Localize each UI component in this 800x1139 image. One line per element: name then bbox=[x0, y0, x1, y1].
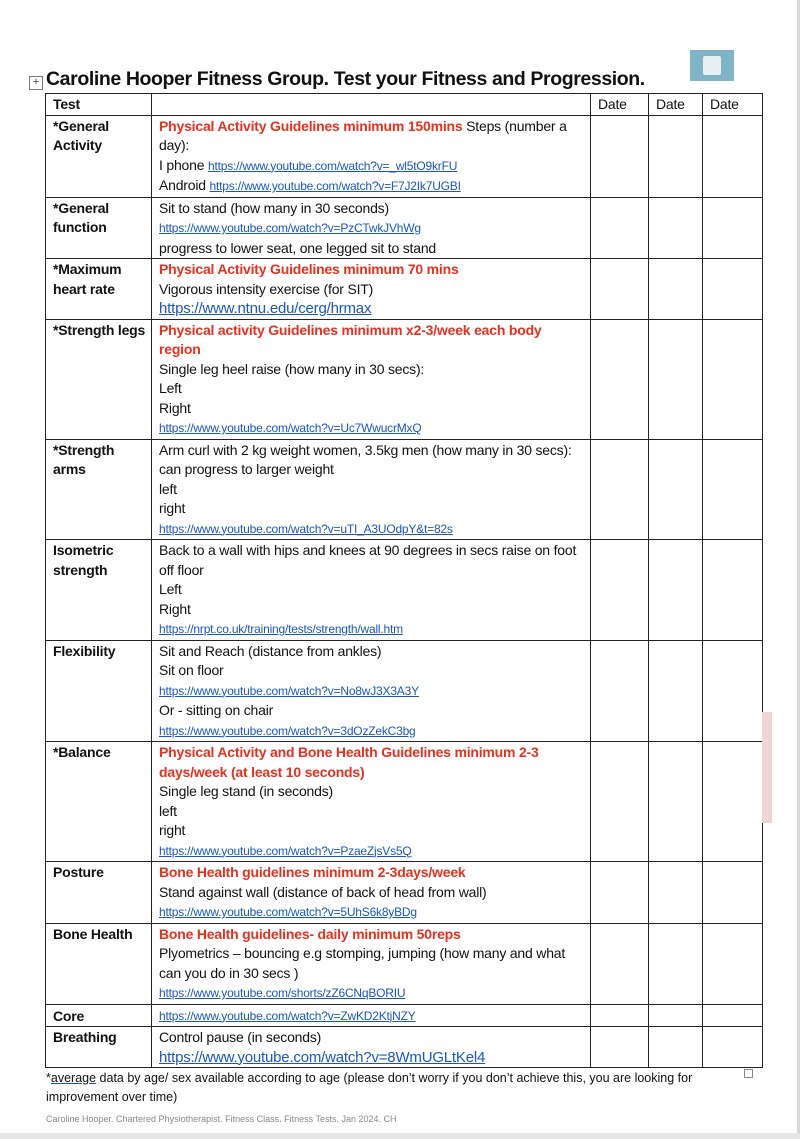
test-name: *Strength legs bbox=[46, 319, 152, 439]
instruction-text: Arm curl with 2 kg weight women, 3.5kg men (how many in 30 secs): can progress to larger weight bbox=[159, 441, 572, 477]
test-name: *General Activity bbox=[46, 115, 152, 197]
date-cell-1[interactable] bbox=[591, 742, 649, 862]
table-row bbox=[46, 197, 763, 259]
header-date-1: Date bbox=[591, 94, 649, 116]
date-cell-1[interactable] bbox=[591, 1027, 649, 1068]
instruction-text: Right bbox=[159, 399, 191, 416]
table-row bbox=[46, 319, 763, 439]
description-line bbox=[159, 743, 585, 782]
date-cell-2[interactable] bbox=[649, 1004, 703, 1027]
test-name: Bone Health bbox=[46, 923, 152, 1004]
test-name: *General function bbox=[46, 197, 152, 259]
instruction-text: Control pause (in seconds) bbox=[159, 1029, 322, 1045]
instruction-text: Vigorous intensity exercise (for SIT) bbox=[159, 280, 374, 297]
header-date-2: Date bbox=[649, 94, 703, 116]
test-name: Isometric strength bbox=[46, 540, 152, 641]
test-description bbox=[152, 439, 591, 540]
date-cell-2[interactable] bbox=[649, 439, 703, 540]
date-cell-2[interactable] bbox=[649, 259, 703, 320]
table-row bbox=[46, 742, 763, 862]
video-link[interactable]: https://www.youtube.com/watch?v=PzCTwkJVhWg bbox=[159, 221, 421, 235]
test-name: Posture bbox=[46, 862, 152, 924]
date-cell-3[interactable] bbox=[703, 115, 763, 197]
video-link[interactable]: https://www.youtube.com/watch?v=uTI_A3UOdpY&t=82s bbox=[159, 521, 453, 536]
description-line bbox=[159, 418, 585, 439]
test-description bbox=[152, 640, 591, 742]
description-line bbox=[159, 721, 585, 742]
logo-image bbox=[690, 50, 734, 81]
table-move-handle-icon[interactable]: + bbox=[29, 76, 43, 90]
description-line bbox=[159, 925, 585, 945]
footnote bbox=[45, 1069, 746, 1107]
instruction-text: Left bbox=[159, 380, 182, 396]
description-line bbox=[159, 1048, 585, 1068]
description-line bbox=[159, 642, 585, 662]
guideline-text: Physical Activity and Bone Health Guidelines minimum 2-3 days/week (at least 10 seconds) bbox=[159, 744, 539, 780]
description-line bbox=[159, 480, 585, 500]
window-edge-bottom bbox=[0, 1133, 800, 1139]
test-name: *Balance bbox=[46, 742, 152, 862]
description-line bbox=[159, 701, 585, 721]
description-line bbox=[159, 156, 585, 177]
description-line bbox=[159, 117, 585, 156]
date-cell-2[interactable] bbox=[649, 1027, 703, 1068]
description-line bbox=[159, 782, 585, 802]
guideline-text: Physical activity Guidelines minimum x2-3/week each body region bbox=[159, 321, 542, 357]
date-cell-3[interactable] bbox=[703, 540, 763, 641]
instruction-text: Sit and Reach (distance from ankles) bbox=[159, 642, 382, 659]
test-description bbox=[152, 923, 591, 1004]
table-row bbox=[46, 259, 763, 320]
description-line bbox=[159, 883, 585, 903]
instruction-text: Sit on floor bbox=[159, 662, 224, 678]
instruction-text: Single leg heel raise (how many in 30 secs): bbox=[159, 360, 425, 377]
date-cell-2[interactable] bbox=[649, 742, 703, 862]
test-description bbox=[152, 197, 591, 259]
table-row bbox=[46, 923, 763, 1004]
description-line bbox=[159, 902, 585, 923]
instruction-text: left bbox=[159, 480, 177, 497]
instruction-text: progress to lower seat, one legged sit to stand bbox=[159, 239, 436, 256]
date-cell-1[interactable] bbox=[591, 439, 649, 540]
test-description bbox=[152, 540, 591, 641]
date-cell-1[interactable] bbox=[591, 197, 649, 259]
description-line bbox=[159, 321, 585, 360]
header-date-3: Date bbox=[703, 94, 763, 116]
test-description bbox=[152, 115, 591, 197]
video-link[interactable]: https://www.youtube.com/watch?v=8WmUGLtKel4 bbox=[159, 1048, 486, 1066]
document-body bbox=[45, 93, 762, 1125]
instruction-text: I phone bbox=[159, 156, 208, 173]
description-line bbox=[159, 802, 585, 822]
instruction-text: Single leg stand (in seconds) bbox=[159, 783, 333, 799]
date-cell-3[interactable] bbox=[703, 197, 763, 259]
date-cell-3[interactable] bbox=[703, 923, 763, 1004]
test-description bbox=[152, 1027, 591, 1068]
video-link[interactable]: https://www.youtube.com/watch?v=PzaeZjsVs5Q bbox=[159, 843, 412, 858]
date-cell-2[interactable] bbox=[649, 319, 703, 439]
footnote-star: * bbox=[46, 1071, 51, 1085]
table-row bbox=[46, 1027, 763, 1068]
table-row bbox=[46, 640, 763, 742]
instruction-text: Back to a wall with hips and knees at 90 degrees in secs raise on foot off floor bbox=[159, 542, 577, 578]
date-cell-2[interactable] bbox=[649, 640, 703, 742]
description-line bbox=[159, 360, 585, 380]
description-line bbox=[159, 1028, 585, 1048]
instruction-text: right bbox=[159, 500, 186, 516]
date-cell-1[interactable] bbox=[591, 923, 649, 1004]
description-line bbox=[159, 580, 585, 600]
description-line bbox=[159, 379, 585, 399]
video-link[interactable]: https://www.ntnu.edu/cerg/hrmax bbox=[159, 300, 372, 317]
fitness-test-table bbox=[45, 93, 763, 1068]
test-description bbox=[152, 319, 591, 439]
date-cell-1[interactable] bbox=[591, 540, 649, 641]
video-link[interactable]: https://www.youtube.com/watch?v=F7J2Ik7UGBI bbox=[209, 179, 461, 193]
footer-credit: Caroline Hooper. Chartered Physiotherapist. Fitness Class. Fitness Tests. Jan 2024. CH bbox=[46, 1114, 397, 1124]
description-line bbox=[159, 681, 585, 702]
date-cell-3[interactable] bbox=[703, 439, 763, 540]
description-line bbox=[159, 519, 585, 540]
table-row bbox=[46, 1004, 763, 1027]
test-description bbox=[152, 1004, 591, 1027]
description-line bbox=[159, 260, 585, 280]
description-line bbox=[159, 821, 585, 841]
header-description bbox=[152, 94, 591, 116]
date-cell-3[interactable] bbox=[703, 319, 763, 439]
date-cell-3[interactable] bbox=[703, 259, 763, 320]
description-line bbox=[159, 218, 585, 239]
date-cell-2[interactable] bbox=[649, 923, 703, 1004]
table-row bbox=[46, 540, 763, 641]
test-description bbox=[152, 259, 591, 320]
date-cell-1[interactable] bbox=[591, 1004, 649, 1027]
page-title: Caroline Hooper Fitness Group. Test your Fitness and Progression. bbox=[46, 68, 645, 90]
video-link[interactable]: https://nrpt.co.uk/training/tests/strength/wall.htm bbox=[159, 622, 403, 636]
table-row bbox=[46, 115, 763, 197]
description-line bbox=[159, 600, 585, 620]
instruction-text: Steps (number a day): bbox=[159, 117, 567, 153]
instruction-text: left bbox=[159, 802, 177, 819]
date-cell-2[interactable] bbox=[649, 115, 703, 197]
video-link[interactable]: https://www.youtube.com/watch?v=Uc7WwucrMxQ bbox=[159, 421, 422, 435]
test-name: Breathing bbox=[46, 1027, 152, 1068]
guideline-text: Bone Health guidelines- daily minimum 50reps bbox=[159, 925, 461, 942]
comment-marker bbox=[762, 712, 772, 823]
description-line bbox=[159, 299, 585, 319]
date-cell-3[interactable] bbox=[703, 1027, 763, 1068]
table-header-row bbox=[46, 94, 763, 116]
description-line bbox=[159, 399, 585, 419]
instruction-text: Plyometrics – bouncing e.g stomping, jumping (how many and what can you do in 30 secs ) bbox=[159, 945, 566, 981]
video-link[interactable]: https://www.youtube.com/watch?v=3dOzZekC3bg bbox=[159, 723, 416, 738]
header-test: Test bbox=[46, 94, 152, 116]
description-line bbox=[159, 441, 585, 480]
description-line bbox=[159, 983, 585, 1004]
instruction-text: Sit to stand (how many in 30 seconds) bbox=[159, 199, 389, 216]
table-row bbox=[46, 439, 763, 540]
video-link[interactable]: https://www.youtube.com/watch?v=No8wJ3X3A3Y bbox=[159, 683, 419, 698]
description-line bbox=[159, 1006, 585, 1027]
description-line bbox=[159, 619, 585, 640]
description-line bbox=[159, 176, 585, 197]
instruction-text: right bbox=[159, 822, 186, 838]
date-cell-1[interactable] bbox=[591, 115, 649, 197]
date-cell-2[interactable] bbox=[649, 197, 703, 259]
video-link[interactable]: https://www.youtube.com/watch?v=5UhS6k8yBDg bbox=[159, 905, 417, 919]
instruction-text: Android bbox=[159, 177, 210, 193]
video-link[interactable]: https://www.youtube.com/shorts/zZ6CNqBORIU bbox=[159, 986, 406, 1000]
description-line bbox=[159, 239, 585, 259]
test-name: *Maximum heart rate bbox=[46, 259, 152, 320]
instruction-text: Right bbox=[159, 600, 191, 617]
guideline-text: Physical Activity Guidelines minimum 150mins bbox=[159, 117, 463, 134]
instruction-text: Stand against wall (distance of back of head from wall) bbox=[159, 883, 487, 900]
test-description bbox=[152, 862, 591, 924]
description-line bbox=[159, 280, 585, 300]
table-resize-handle[interactable] bbox=[744, 1069, 753, 1078]
date-cell-3[interactable] bbox=[703, 1004, 763, 1027]
date-cell-3[interactable] bbox=[703, 742, 763, 862]
date-cell-1[interactable] bbox=[591, 319, 649, 439]
footnote-word: average bbox=[50, 1071, 97, 1085]
date-cell-1[interactable] bbox=[591, 259, 649, 320]
guideline-text: Bone Health guidelines minimum 2-3days/week bbox=[159, 864, 466, 880]
description-line bbox=[159, 499, 585, 519]
video-link[interactable]: https://www.youtube.com/watch?v=_wl5tO9krFU bbox=[208, 158, 458, 173]
test-name: Flexibility bbox=[46, 640, 152, 742]
test-name: *Strength arms bbox=[46, 439, 152, 540]
guideline-text: Physical Activity Guidelines minimum 70 mins bbox=[159, 261, 459, 277]
description-line bbox=[159, 541, 585, 580]
description-line bbox=[159, 199, 585, 219]
instruction-text: Or - sitting on chair bbox=[159, 702, 274, 718]
description-line bbox=[159, 944, 585, 983]
footnote-text: data by age/ sex available according to age (please don’t worry if you don’t achieve this, you are looking for improvement over time) bbox=[46, 1071, 693, 1104]
date-cell-1[interactable] bbox=[591, 862, 649, 924]
description-line bbox=[159, 841, 585, 862]
date-cell-3[interactable] bbox=[703, 862, 763, 924]
description-line bbox=[159, 661, 585, 681]
instruction-text: Left bbox=[159, 581, 182, 597]
test-name: Core bbox=[46, 1004, 152, 1027]
date-cell-2[interactable] bbox=[649, 862, 703, 924]
date-cell-3[interactable] bbox=[703, 640, 763, 742]
video-link[interactable]: https://www.youtube.com/watch?v=ZwKD2KtjNZY bbox=[159, 1008, 416, 1023]
date-cell-2[interactable] bbox=[649, 540, 703, 641]
table-row bbox=[46, 862, 763, 924]
test-description bbox=[152, 742, 591, 862]
description-line bbox=[159, 863, 585, 883]
date-cell-1[interactable] bbox=[591, 640, 649, 742]
